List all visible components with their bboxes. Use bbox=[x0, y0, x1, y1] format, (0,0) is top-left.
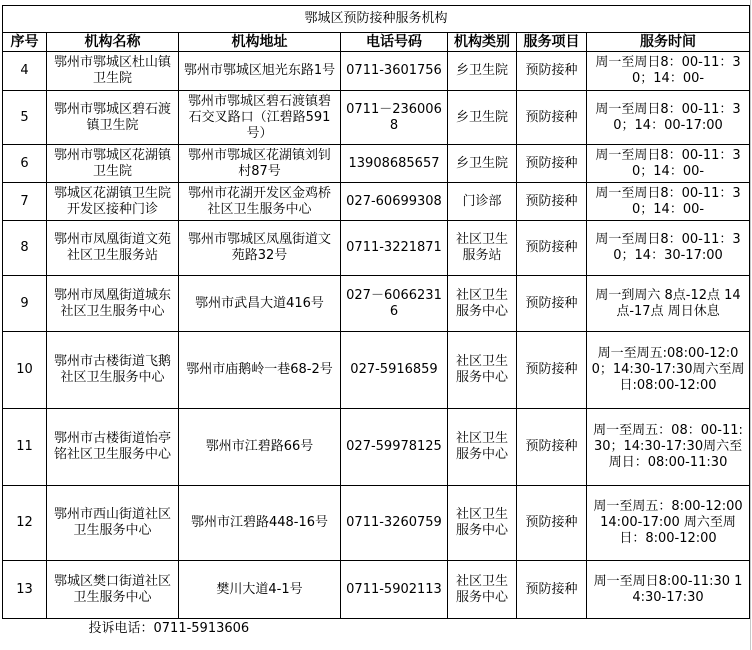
table-row bbox=[3, 145, 750, 183]
cell-hours: 周一至周日8：00-11：30；14：00-17:00 bbox=[587, 91, 750, 145]
cell-service: 预防接种 bbox=[517, 183, 587, 221]
cell-name: 鄂城区花湖镇卫生院开发区接种门诊 bbox=[47, 183, 179, 221]
cell-phone: 0711-3260759 bbox=[341, 486, 448, 561]
cell-address: 鄂州市鄂城区凤凰街道文苑路32号 bbox=[179, 221, 341, 276]
header-phone: 电话号码 bbox=[341, 33, 448, 52]
cell-phone: 027-59978125 bbox=[341, 409, 448, 486]
cell-name: 鄂州市古楼街道飞鹅社区卫生服务中心 bbox=[47, 332, 179, 409]
header-service: 服务项目 bbox=[517, 33, 587, 52]
cell-no: 9 bbox=[3, 276, 47, 332]
table-row bbox=[3, 221, 750, 276]
footer-row bbox=[3, 619, 750, 640]
cell-address: 鄂州市武昌大道416号 bbox=[179, 276, 341, 332]
cell-address: 鄂州市鄂城区花湖镇刘钊村87号 bbox=[179, 145, 341, 183]
cell-service: 预防接种 bbox=[517, 409, 587, 486]
cell-name: 鄂州市凤凰街道文苑社区卫生服务站 bbox=[47, 221, 179, 276]
header-row bbox=[3, 33, 750, 52]
cell-no: 13 bbox=[3, 561, 47, 619]
cell-no: 12 bbox=[3, 486, 47, 561]
cell-service: 预防接种 bbox=[517, 332, 587, 409]
cell-hours: 周一到周六 8点-12点 14点-17点 周日休息 bbox=[587, 276, 750, 332]
cell-address: 鄂州市鄂城区旭光东路1号 bbox=[179, 52, 341, 91]
cell-phone: 13908685657 bbox=[341, 145, 448, 183]
table-row bbox=[3, 409, 750, 486]
cell-category: 社区卫生服务中心 bbox=[448, 409, 517, 486]
cell-no: 10 bbox=[3, 332, 47, 409]
cell-service: 预防接种 bbox=[517, 221, 587, 276]
header-no: 序号 bbox=[3, 33, 47, 52]
table-row bbox=[3, 276, 750, 332]
cell-no: 11 bbox=[3, 409, 47, 486]
complaint-phone: 投诉电话：0711-5913606 bbox=[88, 621, 250, 636]
cell-category: 乡卫生院 bbox=[448, 91, 517, 145]
cell-phone: 0711-3601756 bbox=[341, 52, 448, 91]
cell-phone: 0711－2360068 bbox=[341, 91, 448, 145]
cell-hours: 周一至周五：08：00-11:30；14:30-17:30周六至周日：08:00-11:30 bbox=[587, 409, 750, 486]
cell-hours: 周一至周日8:00-11:30 14:30-17:30 bbox=[587, 561, 750, 619]
cell-service: 预防接种 bbox=[517, 52, 587, 91]
cell-name: 鄂州市鄂城区杜山镇卫生院 bbox=[47, 52, 179, 91]
cell-name: 鄂州市鄂城区花湖镇卫生院 bbox=[47, 145, 179, 183]
header-hours: 服务时间 bbox=[587, 33, 750, 52]
cell-service: 预防接种 bbox=[517, 145, 587, 183]
cell-no: 8 bbox=[3, 221, 47, 276]
cell-address: 鄂州市鄂城区碧石渡镇碧石交叉路口（江碧路591号） bbox=[179, 91, 341, 145]
cell-category: 社区卫生服务中心 bbox=[448, 486, 517, 561]
cell-service: 预防接种 bbox=[517, 561, 587, 619]
cell-name: 鄂州市古楼街道怡亭铭社区卫生服务中心 bbox=[47, 409, 179, 486]
table-row bbox=[3, 183, 750, 221]
title-row bbox=[3, 6, 750, 33]
cell-name: 鄂州市鄂城区碧石渡镇卫生院 bbox=[47, 91, 179, 145]
service-institutions-table bbox=[2, 5, 750, 639]
cell-category: 社区卫生服务中心 bbox=[448, 276, 517, 332]
sheet-edge-right bbox=[750, 0, 751, 650]
cell-address: 樊川大道4-1号 bbox=[179, 561, 341, 619]
cell-category: 乡卫生院 bbox=[448, 145, 517, 183]
cell-hours: 周一至周日8：00-11：30；14：00- bbox=[587, 183, 750, 221]
cell-name: 鄂州市凤凰街道城东社区卫生服务中心 bbox=[47, 276, 179, 332]
cell-hours: 周一至周五：8:00-12:00 14:00-17:00 周六至周日：8:00-12:00 bbox=[587, 486, 750, 561]
cell-phone: 0711-5902113 bbox=[341, 561, 448, 619]
table-title: 鄂城区预防接种服务机构 bbox=[3, 6, 750, 33]
cell-hours: 周一至周日8：00-11：30；14：00- bbox=[587, 52, 750, 91]
table-row bbox=[3, 52, 750, 91]
cell-category: 社区卫生服务中心 bbox=[448, 332, 517, 409]
cell-category: 乡卫生院 bbox=[448, 52, 517, 91]
table-row bbox=[3, 332, 750, 409]
cell-hours: 周一至周五:08:00-12:00；14:30-17:30周六至周日:08:00-12:00 bbox=[587, 332, 750, 409]
header-address: 机构地址 bbox=[179, 33, 341, 52]
cell-phone: 0711-3221871 bbox=[341, 221, 448, 276]
cell-category: 门诊部 bbox=[448, 183, 517, 221]
cell-category: 社区卫生服务中心 bbox=[448, 561, 517, 619]
cell-phone: 027-60699308 bbox=[341, 183, 448, 221]
cell-no: 5 bbox=[3, 91, 47, 145]
table-row bbox=[3, 561, 750, 619]
cell-service: 预防接种 bbox=[517, 486, 587, 561]
cell-address: 鄂州市花湖开发区金鸡桥社区卫生服务中心 bbox=[179, 183, 341, 221]
cell-category: 社区卫生服务站 bbox=[448, 221, 517, 276]
table-row bbox=[3, 91, 750, 145]
cell-name: 鄂州市西山街道社区卫生服务中心 bbox=[47, 486, 179, 561]
cell-phone: 027-5916859 bbox=[341, 332, 448, 409]
cell-address: 鄂州市江碧路448-16号 bbox=[179, 486, 341, 561]
cell-service: 预防接种 bbox=[517, 276, 587, 332]
cell-no: 6 bbox=[3, 145, 47, 183]
header-category: 机构类别 bbox=[448, 33, 517, 52]
cell-name: 鄂城区樊口街道社区卫生服务中心 bbox=[47, 561, 179, 619]
cell-hours: 周一至周日8：00-11：30；14：30-17:00 bbox=[587, 221, 750, 276]
cell-no: 7 bbox=[3, 183, 47, 221]
cell-phone: 027－60662316 bbox=[341, 276, 448, 332]
table-row bbox=[3, 486, 750, 561]
cell-address: 鄂州市庙鹅岭一巷68-2号 bbox=[179, 332, 341, 409]
cell-hours: 周一至周日8：00-11：30；14：00- bbox=[587, 145, 750, 183]
cell-address: 鄂州市江碧路66号 bbox=[179, 409, 341, 486]
cell-service: 预防接种 bbox=[517, 91, 587, 145]
cell-no: 4 bbox=[3, 52, 47, 91]
header-name: 机构名称 bbox=[47, 33, 179, 52]
